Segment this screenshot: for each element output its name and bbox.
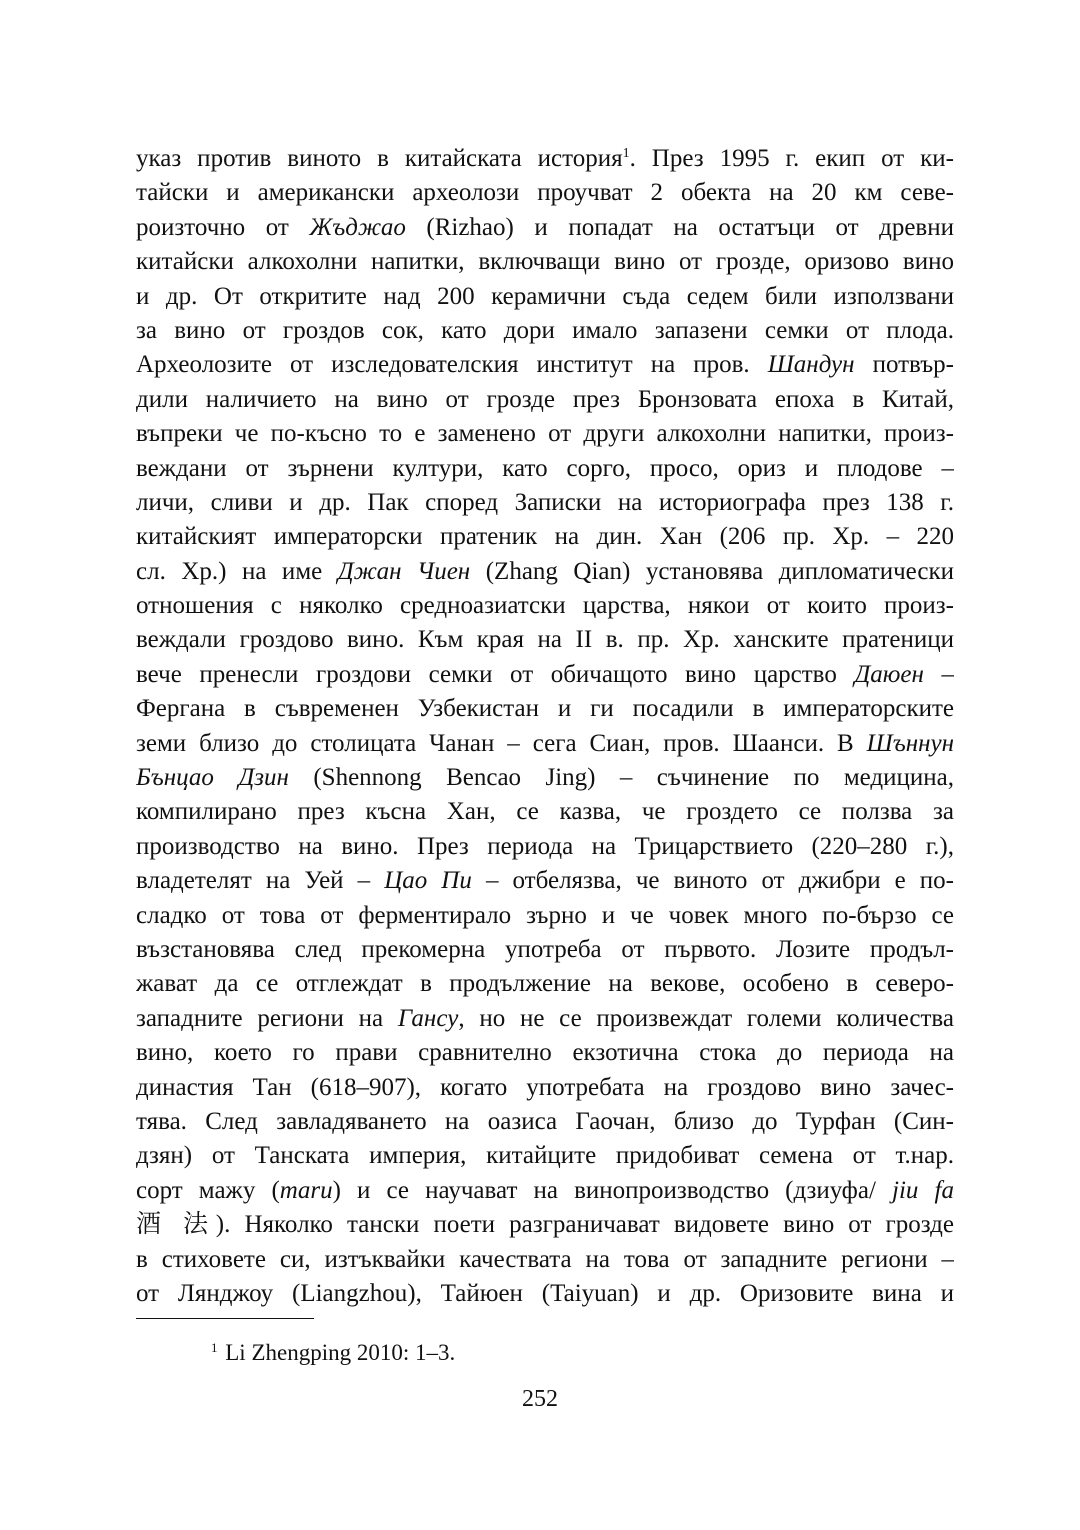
footnote-marker: 1 (211, 1340, 218, 1355)
text-line (136, 658, 954, 692)
italic-term: Жъджао (309, 213, 406, 241)
italic-term: Джан Чиен (337, 557, 471, 585)
footnote-separator (136, 1318, 314, 1319)
text-line (136, 1243, 954, 1277)
text-line (136, 280, 954, 314)
text-segment: Археолозите от изследователския институт на пров. (136, 351, 768, 379)
text-line (136, 933, 954, 967)
text-segment: въпреки че по-късно то е заменено от други алкохолни напитки, произ- (136, 420, 954, 448)
text-line (136, 520, 954, 554)
italic-term: Даюен (854, 660, 924, 688)
text-segment: , но не се произвеждат големи количества (458, 1004, 954, 1032)
italic-term: jiu fa (892, 1176, 954, 1204)
text-segment: династия Тан (618–907), когато употребата на гроздово вино зачес- (136, 1073, 954, 1101)
text-line (136, 348, 954, 382)
text-segment: Фергана в съвременен Узбекистан и ги посадили в императорските (136, 695, 954, 723)
text-segment: отношения с няколко средноазиатски царства, някои от които произ- (136, 592, 954, 620)
italic-term: Шандун (767, 351, 855, 379)
text-line (136, 1071, 954, 1105)
text-segment: веждани от зърнени култури, като сорго, просо, ориз и плодове – (136, 454, 954, 482)
text-segment: жават да се отглеждат в продължение на векове, особено в северо- (136, 970, 954, 998)
text-line (136, 692, 954, 726)
text-segment: 酒 法). Няколко тански поети разграничават видовете вино от грозде (136, 1211, 954, 1239)
text-line (136, 211, 954, 245)
text-segment: за вино от гроздов сок, като дори имало запазени семки от плода. (136, 316, 954, 344)
text-line (136, 245, 954, 279)
text-segment: ) и се научават на винопроизводство (дзиуфа/ (332, 1176, 893, 1204)
text-segment: роизточно от (136, 213, 310, 241)
text-line (136, 727, 954, 761)
text-segment: (Shennong Bencao Jing) – съчинение по медицина, (288, 764, 954, 792)
footnote (211, 1338, 455, 1368)
text-segment: сл. Хр.) на име (136, 557, 338, 585)
main-text (136, 142, 954, 1311)
text-line (136, 486, 954, 520)
text-line (136, 142, 954, 176)
text-segment: производство на вино. През периода на Трицарствието (220–280 г.), (136, 832, 954, 860)
text-segment: земи близо до столицата Чанан – сега Сиан, пров. Шаанси. В (136, 729, 867, 757)
text-line (136, 899, 954, 933)
text-line (136, 761, 954, 795)
italic-term: Цао Пи (384, 867, 472, 895)
text-segment: тява. След завладяването на оазиса Гаочан, близо до Турфан (Син- (136, 1107, 954, 1135)
text-line (136, 967, 954, 1001)
text-segment: указ против виното в китайската история (136, 145, 623, 172)
footnote-text: Li Zhengping 2010: 1–3. (219, 1340, 456, 1365)
footnote-reference: 1 (622, 146, 630, 161)
text-line (136, 1002, 954, 1036)
text-segment: възстановява след прекомерна употреба от първото. Лозите продъл- (136, 935, 954, 963)
text-line (136, 623, 954, 657)
text-line (136, 1105, 954, 1139)
text-segment: китайският императорски пратеник на дин. Хан (206 пр. Хр. – 220 (136, 523, 954, 551)
text-line (136, 589, 954, 623)
text-line (136, 417, 954, 451)
text-line (136, 1277, 954, 1311)
text-segment: китайски алкохолни напитки, включващи вино от грозде, оризово вино (136, 248, 954, 276)
text-segment: . През 1995 г. екип от ки- (629, 145, 954, 172)
text-line (136, 1139, 954, 1173)
text-segment: дили наличието на вино от грозде през Бронзовата епоха в Китай, (136, 385, 954, 413)
text-line (136, 795, 954, 829)
italic-term: Гансу (397, 1004, 459, 1032)
text-segment: тайски и американски археолози проучват 2 обекта на 20 км севе- (136, 179, 954, 207)
text-segment: вино, което го прави сравнително екзотична стока до периода на (136, 1039, 954, 1067)
text-line (136, 864, 954, 898)
text-segment: дзян) от Танската империя, китайците придобиват семена от т.нар. (136, 1142, 954, 1170)
text-line (136, 452, 954, 486)
text-segment: – (923, 660, 954, 688)
page-number: 252 (522, 1386, 558, 1412)
text-line (136, 555, 954, 589)
text-segment: от Лянджоу (Liangzhou), Тайюен (Taiyuan) и др. Оризовите вина и (136, 1279, 954, 1307)
text-segment: и др. От откритите над 200 керамични съда седем били използвани (136, 282, 954, 310)
text-segment: (Rizhao) и попадат на остатъци от древни (405, 213, 954, 241)
text-line (136, 1036, 954, 1070)
text-segment: потвър- (854, 351, 954, 379)
text-segment: компилирано през късна Хан, се казва, че гроздето се ползва за (136, 798, 954, 826)
italic-term: maru (279, 1176, 333, 1204)
text-segment: владетелят на Уей – (136, 867, 385, 895)
italic-term: Шъннун (866, 729, 954, 757)
text-line (136, 1174, 954, 1208)
text-segment: западните региони на (136, 1004, 398, 1032)
text-segment: сладко от това от ферментирало зърно и че човек много по-бързо се (136, 901, 954, 929)
text-segment: сорт мажу ( (136, 1176, 280, 1204)
text-line (136, 176, 954, 210)
text-segment: личи, сливи и др. Пак според Записки на историографа през 138 г. (136, 488, 954, 516)
text-segment: вече пренесли гроздови семки от обичащото вино царство (136, 660, 855, 688)
text-line (136, 383, 954, 417)
italic-term: Бънцао Дзин (136, 764, 289, 792)
text-line (136, 1208, 954, 1242)
text-segment: (Zhang Qian) установява дипломатически (470, 557, 954, 585)
text-segment: веждали гроздово вино. Към края на II в. пр. Хр. ханските пратеници (136, 626, 954, 654)
text-line (136, 830, 954, 864)
text-segment: в стиховете си, изтъквайки качествата на това от западните региони – (136, 1245, 954, 1273)
text-line (136, 314, 954, 348)
text-segment: – отбелязва, че виното от джибри е по- (471, 867, 954, 895)
